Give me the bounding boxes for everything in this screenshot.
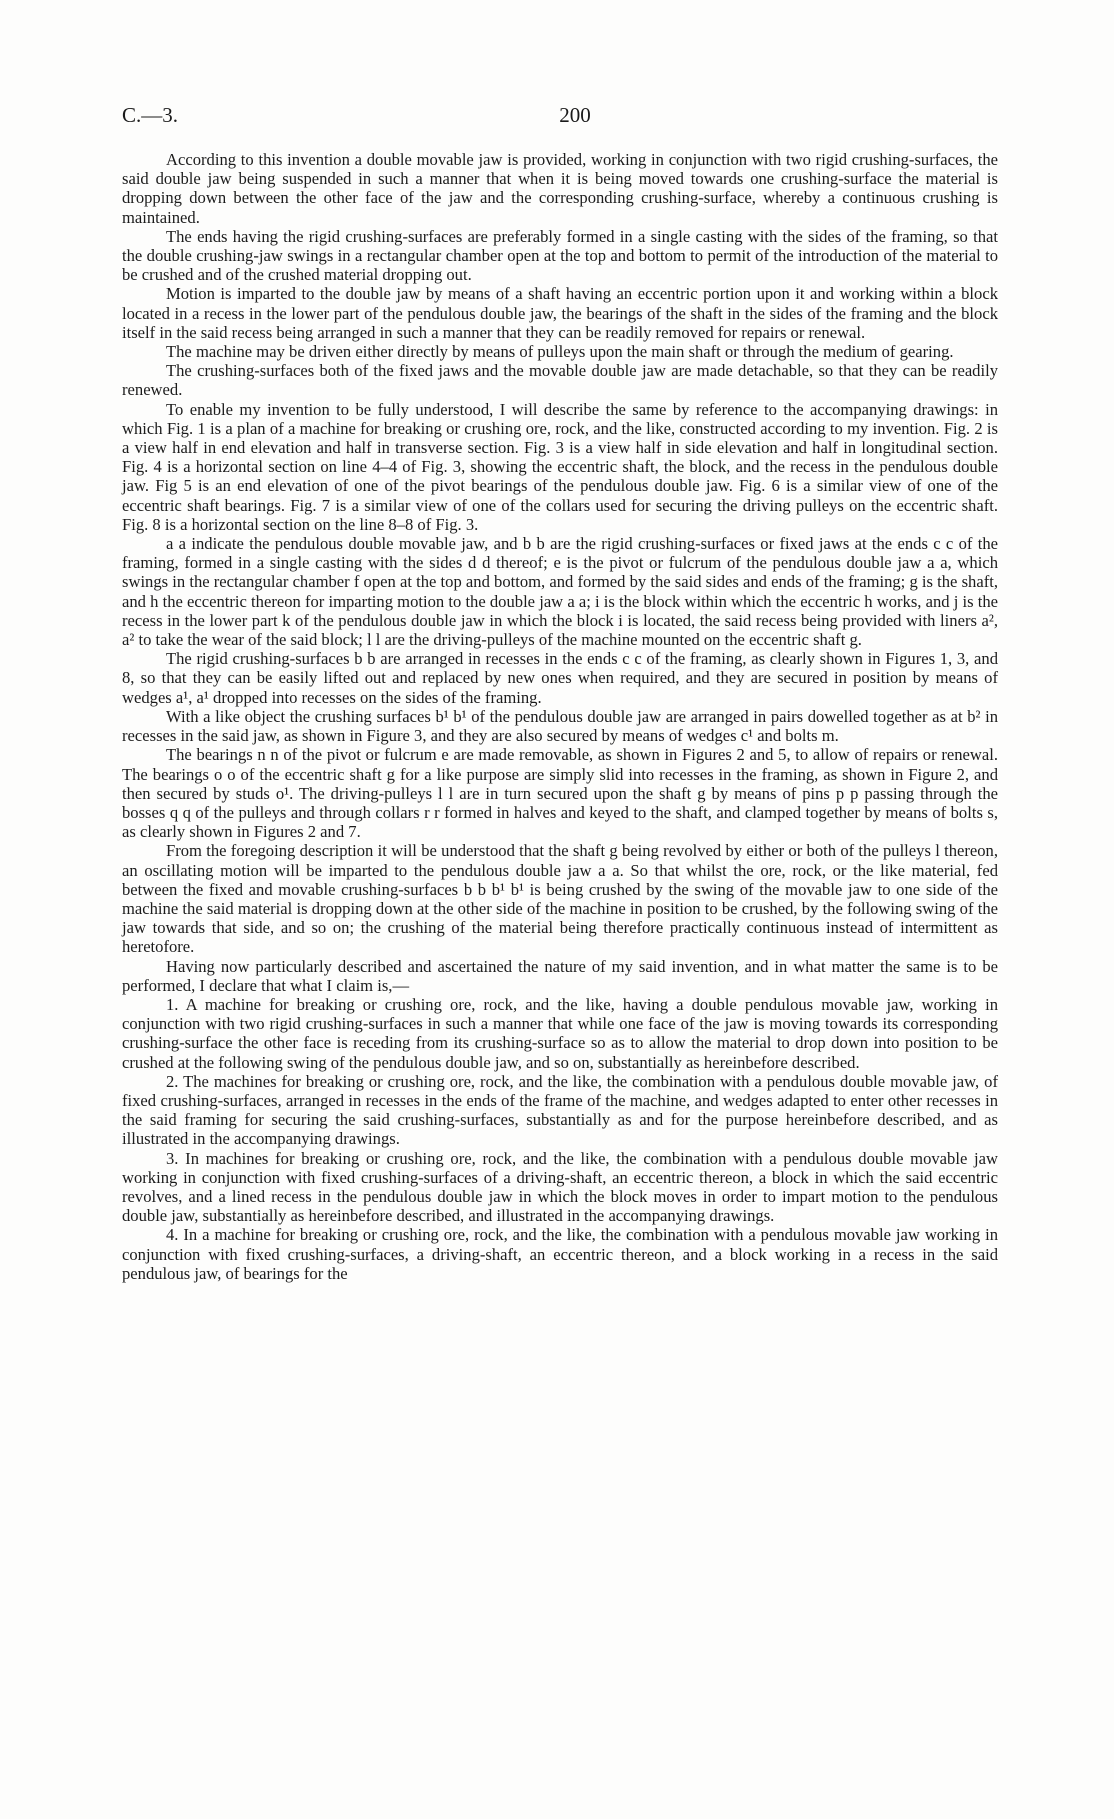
paragraph: To enable my invention to be fully understood, I will describe the same by reference to the accompanying drawings: in which Fig. 1 is a plan of a machine for breaking or crushing ore, rock, and the like, constructed according to my invention. Fig. 2 is a view half in end elevation and half in transverse section. Fig. 3 is a view half in side elevation and half in longitudinal section. Fig. 4 is a horizontal section on line 4–4 of Fig. 3, showing the eccentric shaft, the block, and the recess in the pendulous double jaw. Fig 5 is an end elevation of one of the pivot bearings of the pendulous double jaw. Fig. 6 is a similar view of one of the eccentric shaft bearings. Fig. 7 is a similar view of one of the collars used for securing the driving pulleys on the eccentric shaft. Fig. 8 is a horizontal section on the line 8–8 of Fig. 3. <box>122 399 998 534</box>
paragraph: The rigid crushing-surfaces b b are arranged in recesses in the ends c c of the framing, as clearly shown in Figures 1, 3, and 8, so that they can be easily lifted out and replaced by new ones when required, and they are secured in position by means of wedges a¹, a¹ dropped into recesses on the sides of the framing. <box>122 649 998 707</box>
paragraph: The bearings n n of the pivot or fulcrum e are made removable, as shown in Figures 2 and 5, to allow of repairs or renewal. The bearings o o of the eccentric shaft g for a like purpose are simply slid into recesses in the framing, as shown in Figure 2, and then secured by studs o¹. The driving-pulleys l l are in turn secured upon the shaft g by means of pins p p passing through the bosses q q of the pulleys and through collars r r formed in halves and keyed to the shaft, and clamped together by means of bolts s, as clearly shown in Figures 2 and 7. <box>122 745 998 842</box>
paragraph: a a indicate the pendulous double movable jaw, and b b are the rigid crushing-surfaces or fixed jaws at the ends c c of the framing, formed in a single casting with the sides d d thereof; e is the pivot or fulcrum of the pendulous double jaw a a, which swings in the rectangular chamber f open at the top and bottom, and formed by the said sides and ends of the framing; g is the shaft, and h the eccentric thereon for imparting motion to the double jaw a a; i is the block within which the eccentric h works, and j is the recess in the lower part k of the pendulous double jaw in which the block i is located, the said recess being provided with liners a², a² to take the wear of the said block; l l are the driving-pulleys of the machine mounted on the eccentric shaft g. <box>122 534 998 650</box>
paragraph: Motion is imparted to the double jaw by means of a shaft having an eccentric portion upon it and working within a block located in a recess in the lower part of the pendulous double jaw, the bearings of the shaft in the sides of the framing and the block itself in the said recess being arranged in such a manner that they can be readily removed for repairs or renewal. <box>122 284 998 342</box>
claim-paragraph: 3. In machines for breaking or crushing ore, rock, and the like, the combination with a pendulous double movable jaw working in conjunction with fixed crushing-surfaces of a driving-shaft, an eccentric thereon, a block in which the said eccentric revolves, and a lined recess in the pendulous double jaw in which the block moves in order to impart motion to the pendulous double jaw, substantially as hereinbefore described, and illustrated in the accompanying drawings. <box>122 1148 998 1226</box>
paragraph: The crushing-surfaces both of the fixed jaws and the movable double jaw are made detachable, so that they can be readily renewed. <box>122 361 998 400</box>
series-reference: C.—3. <box>122 103 179 127</box>
paragraph: According to this invention a double movable jaw is provided, working in conjunction with two rigid crushing-surfaces, the said double jaw being suspended in such a manner that when it is being moved towards one crushing-surface the material is dropping down between the other face of the jaw and the corresponding crushing-surface, whereby a continuous crushing is maintained. <box>122 150 998 227</box>
claim-paragraph: 1. A machine for breaking or crushing ore, rock, and the like, having a double pendulous movable jaw, working in conjunction with two rigid crushing-surfaces in such a manner that while one face of the jaw is moving towards its corresponding crushing-surface the other face is receding from its crushing-surface so as to allow the material to drop down into position to be crushed at the following swing of the pendulous double jaw, and so on, substantially as hereinbefore described. <box>122 994 998 1072</box>
paragraph: From the foregoing description it will be understood that the shaft g being revolved by either or both of the pulleys l thereon, an oscillating motion will be imparted to the pendulous double jaw a a. So that whilst the ore, rock, or the like material, fed between the fixed and movable crushing-surfaces b b b¹ b¹ is being crushed by the swing of the movable jaw to one side of the machine the said material is dropping down at the other side of the machine in position to be crushed, by the following swing of the jaw towards that side, and so on; the crushing of the material being therefore practically continuous instead of intermittent as heretofore. <box>122 841 998 957</box>
paragraph: With a like object the crushing surfaces b¹ b¹ of the pendulous double jaw are arranged in pairs dowelled together as at b² in recesses in the said jaw, as shown in Figure 3, and they are also secured by means of wedges c¹ and bolts m. <box>122 706 998 746</box>
claim-paragraph: 2. The machines for breaking or crushing ore, rock, and the like, the combination with a pendulous double movable jaw, of fixed crushing-surfaces, arranged in recesses in the ends of the frame of the machine, and wedges adapted to enter other recesses in the said framing for securing the said crushing-surfaces, substantially as and for the purpose hereinbefore described, and as illustrated in the accompanying drawings. <box>122 1071 998 1149</box>
paragraph: Having now particularly described and ascertained the nature of my said invention, and in what matter the same is to be performed, I declare that what I claim is,— <box>122 956 998 995</box>
paragraph: The ends having the rigid crushing-surfaces are preferably formed in a single casting with the sides of the framing, so that the double crushing-jaw swings in a rectangular chamber open at the top and bottom to permit of the introduction of the material to be crushed and of the crushed material dropping out. <box>122 226 998 285</box>
body-text <box>122 150 998 1283</box>
paragraph: The machine may be driven either directly by means of pulleys upon the main shaft or through the medium of gearing. <box>166 342 954 362</box>
claim-paragraph: 4. In a machine for breaking or crushing ore, rock, and the like, the combination with a pendulous movable jaw working in conjunction with fixed crushing-surfaces, a driving-shaft, an eccentric thereon, and a block working in a recess in the said pendulous jaw, of bearings for the <box>122 1225 998 1283</box>
page-number: 200 <box>559 103 591 127</box>
